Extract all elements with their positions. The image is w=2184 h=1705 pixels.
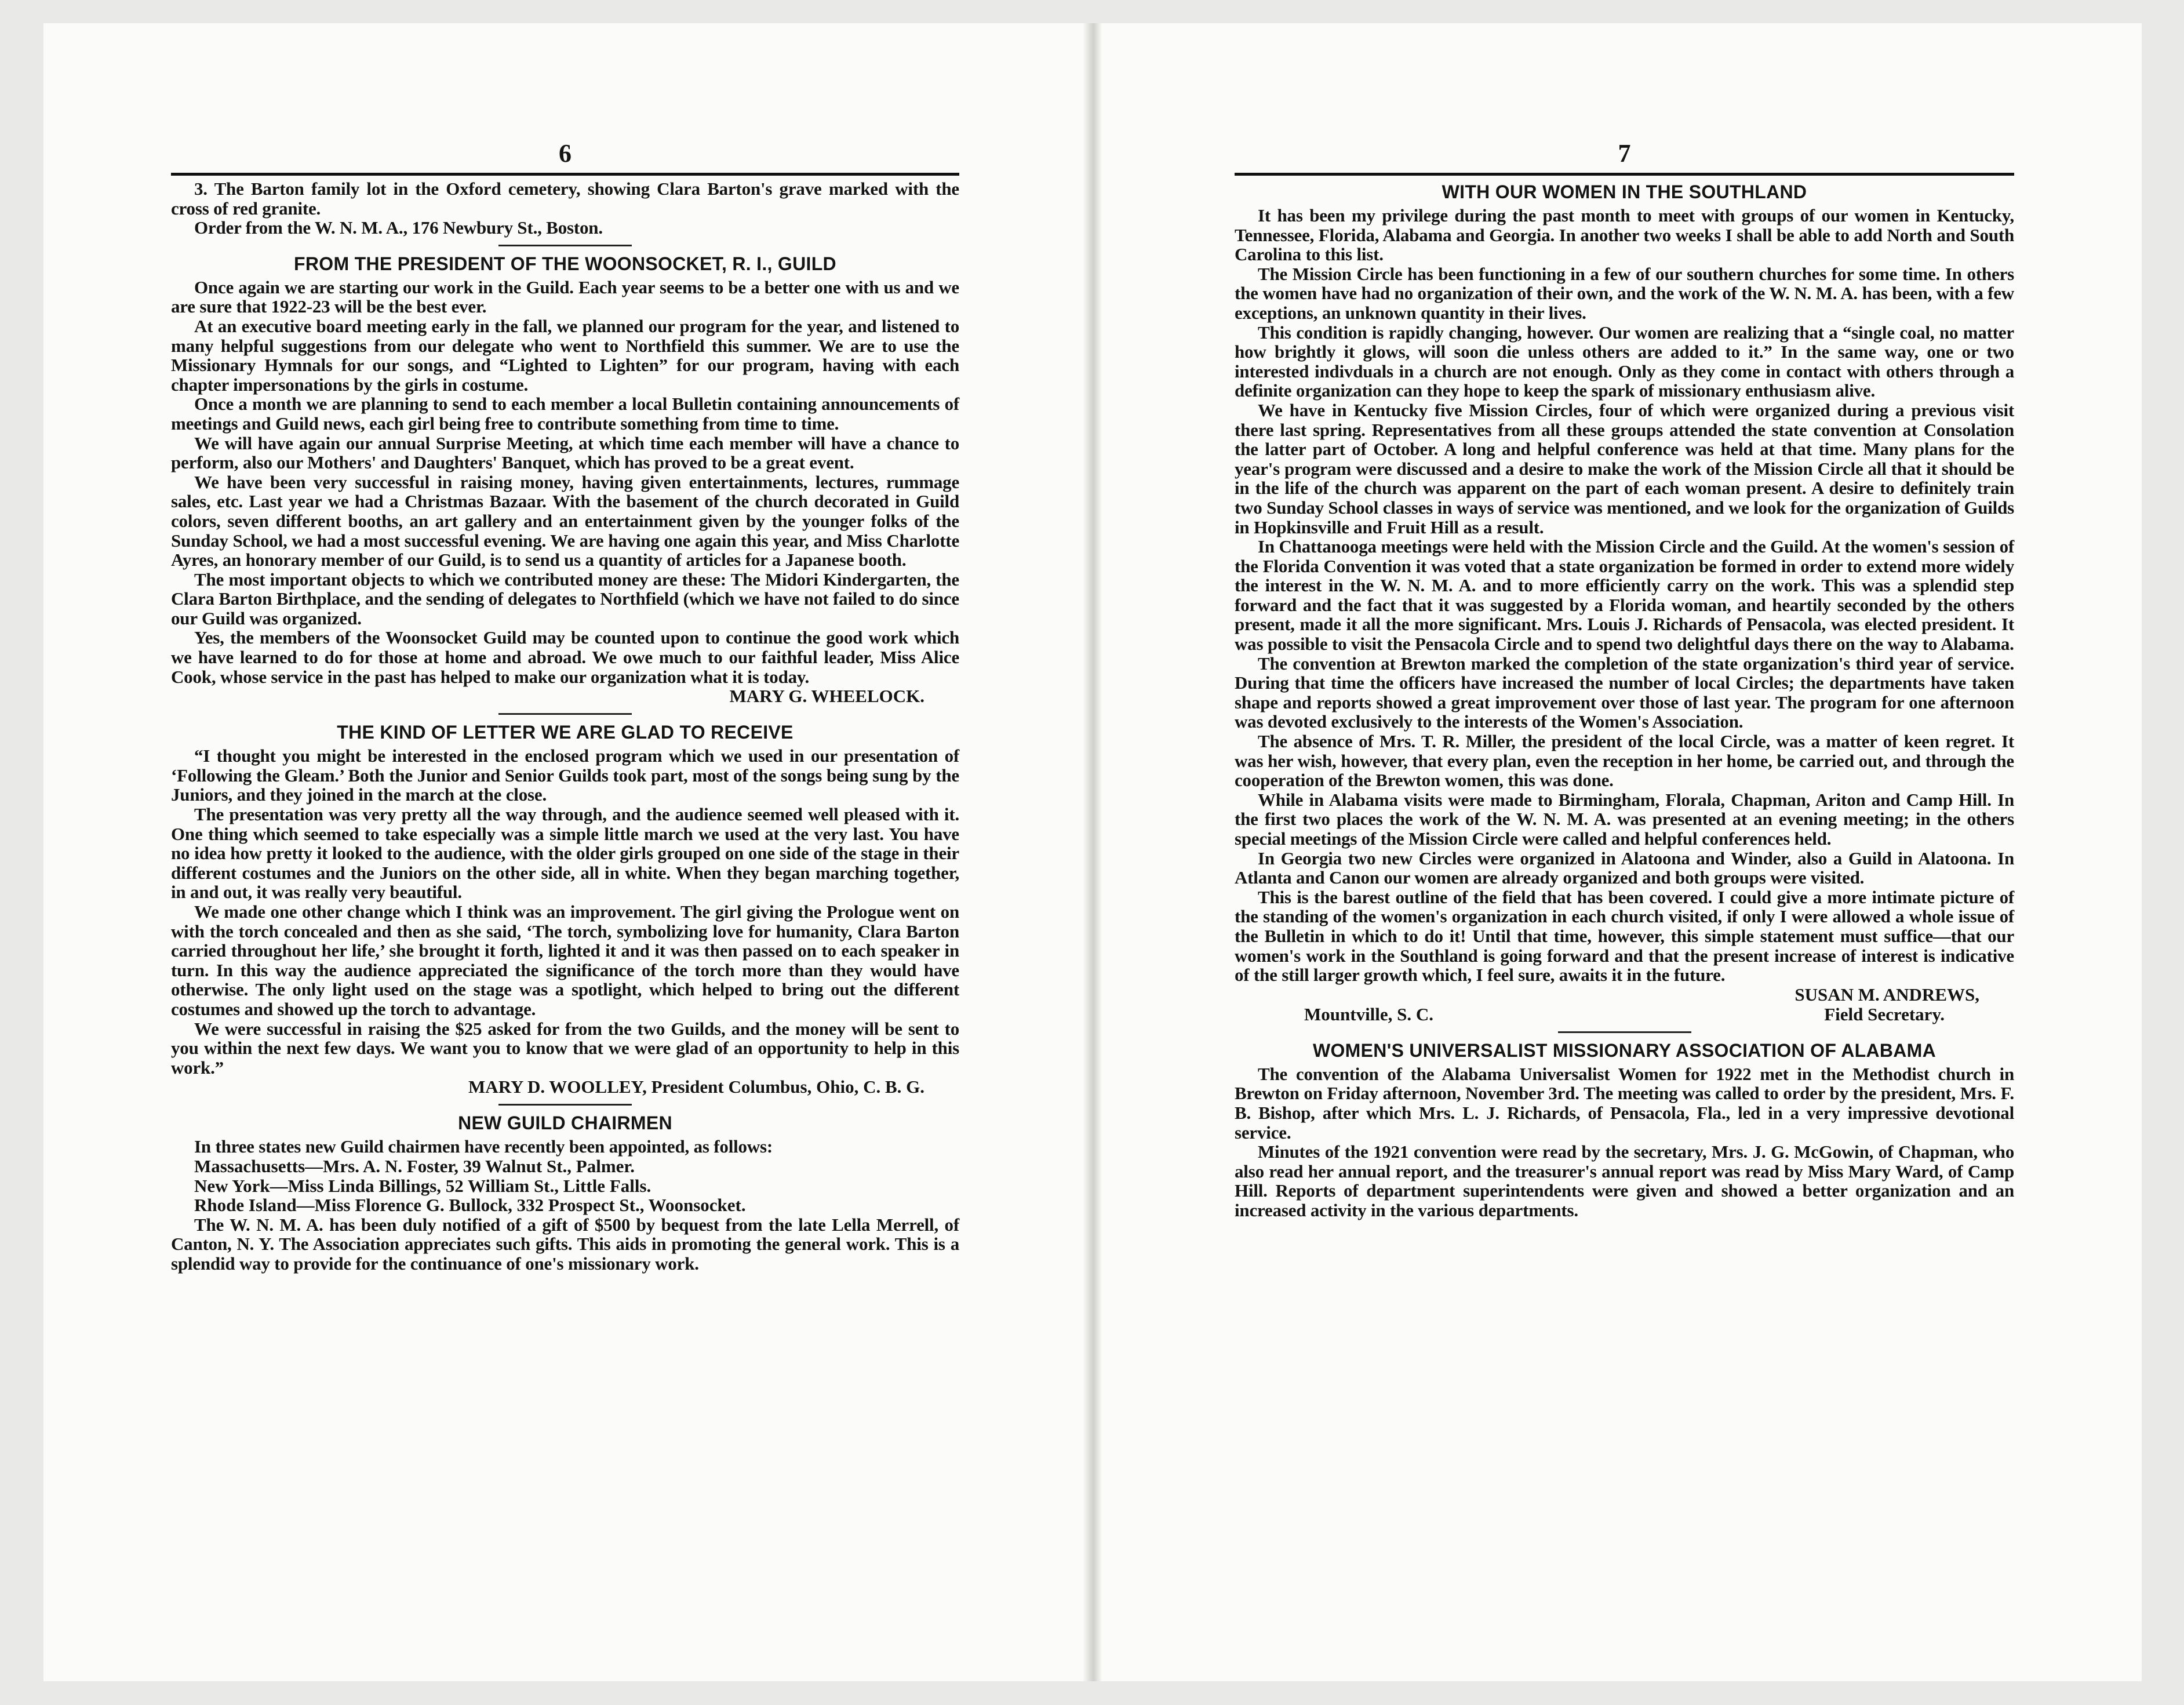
paragraph: The W. N. M. A. has been duly notified of a gift of $500 by bequest from the late Lella Merrell, of Canton, N. Y. The Association appreciates such gifts. This aids in promoting the general work. This is a splendid way to provide for the continuance of one's missionary work. [171, 1214, 959, 1274]
intro-item: 3. The Barton family lot in the Oxford cemetery, showing Clara Barton's grave marked with the cross of red granite. [171, 179, 959, 219]
signature-name: SUSAN M. ANDREWS, [1794, 984, 1979, 1005]
section-divider [498, 713, 632, 715]
paragraph: The convention at Brewton marked the completion of the state organization's third year of service. During that time the officers have increased the number of local Circles; the departments have taken shape and reports showed a great improvement over those of last year. The program for one afternoon was devoted exclusively to the interests of the Women's Association. [1235, 653, 2014, 732]
paragraph: This condition is rapidly changing, however. Our women are realizing that a “single coal, no matter how brightly it glows, will soon die unless others are added to it.” In the same way, one or two interested indivduals in a church are not enough. Only as they come in contact with others through a definite organization can they hope to keep the spark of missionary enthusiasm alive. [1235, 322, 2014, 401]
paragraph: The presentation was very pretty all the way through, and the audience seemed well pleased with it. One thing which seemed to take especially was a simple little march we used at the very last. You have no idea how pretty it looked to the audience, with the older girls grouped on one side of the stage in their different costumes and the Juniors on the other side, all in white. When they began marching together, in and out, it was really very beautiful. [171, 804, 959, 903]
paragraph: We made one other change which I think was an improvement. The girl giving the Prologue went on with the torch concealed and then as she said, ‘The torch, symbolizing love for humanity, Clara Barton carried throughout her life,’ she brought it forth, lighted it and it was then passed on to each speaker in turn. In this way the audience appreciated the significance of the torch more than they would have otherwise. The only light used on the stage was a spotlight, which helped to bring out the different costumes and showed up the torch to advantage. [171, 901, 959, 1019]
list-item: New York—Miss Linda Billings, 52 William St., Little Falls. [194, 1175, 651, 1196]
paragraph: The most important objects to which we contributed money are these: The Midori Kindergarten, the Clara Barton Birthplace, and the sending of delegates to Northfield (which we have not failed to do since our Guild was organized. [171, 569, 959, 628]
section-divider [1558, 1031, 1691, 1033]
paragraph: It has been my privilege during the past month to meet with groups of our women in Kentucky, Tennessee, Florida, Alabama and Georgia. In another two weeks I shall be able to add North and South Carolina to this list. [1235, 205, 2014, 265]
top-rule-left [171, 173, 959, 176]
section-divider [498, 1104, 632, 1106]
list-item: Massachusetts—Mrs. A. N. Foster, 39 Walnut St., Palmer. [194, 1155, 635, 1176]
paragraph: Once again we are starting our work in the Guild. Each year seems to be a better one with us and we are sure that 1922-23 will be the best ever. [171, 277, 959, 317]
signature: MARY G. WHEELOCK. [729, 686, 924, 707]
section-divider [498, 245, 632, 246]
signature-row [1235, 1005, 2014, 1024]
paragraph: While in Alabama visits were made to Birmingham, Florala, Chapman, Ariton and Camp Hill. In the first two places the work of the W. N. M. A. was presented at an evening meeting; in the others special meetings of the Mission Circle were called and helpful conferences held. [1235, 789, 2014, 849]
paragraph: The absence of Mrs. T. R. Miller, the president of the local Circle, was a matter of keen regret. It was her wish, however, that every plan, even the reception in her home, be carried out, and through the cooperation of the Brewton women, this was done. [1235, 731, 2014, 791]
order-line: Order from the W. N. M. A., 176 Newbury St., Boston. [194, 217, 603, 238]
section-heading: NEW GUILD CHAIRMEN [458, 1113, 672, 1134]
paragraph: At an executive board meeting early in the fall, we planned our program for the year, and listened to many helpful suggestions from our delegate who went to Northfield this summer. We are to use the Missionary Hymnals for our songs, and “Lighted to Lighten” for our program, having with each chapter impersonations by the girls in costume. [171, 315, 959, 395]
signature-place: Mountville, S. C. [1304, 1004, 1434, 1024]
signature-title: Field Secretary. [1824, 1004, 1945, 1024]
paragraph: The convention of the Alabama Universalist Women for 1922 met in the Methodist church in Brewton on Friday afternoon, November 3rd. The meeting was called to order by the president, Mrs. F. B. Bishop, after which Mrs. L. J. Richards, of Pensacola, Fla., led in a very impressive devotional service. [1235, 1063, 2014, 1143]
book-spine [1083, 23, 1102, 1681]
list-item: Rhode Island—Miss Florence G. Bullock, 332 Prospect St., Woonsocket. [194, 1195, 746, 1216]
paragraph: The Mission Circle has been functioning in a few of our southern churches for some time. In others the women have had no organization of their own, and the work of the W. N. M. A. has been, with a few exceptions, an unknown quantity in their lives. [1235, 263, 2014, 323]
right-column [1235, 139, 2014, 1220]
top-rule-right [1235, 173, 2014, 176]
section-heading: WOMEN'S UNIVERSALIST MISSIONARY ASSOCIATION OF ALABAMA [1312, 1039, 1937, 1061]
left-column [171, 139, 959, 1274]
section-heading: THE KIND OF LETTER WE ARE GLAD TO RECEIVE [337, 722, 793, 743]
paragraph: Once a month we are planning to send to each member a local Bulletin containing announcements of meetings and Guild news, each girl being free to contribute something from time to time. [171, 394, 959, 434]
paragraph: In Georgia two new Circles were organized in Alatoona and Winder, also a Guild in Alatoona. In Atlanta and Canon our women are already organized and both groups were visited. [1235, 848, 2014, 888]
paragraph: We have been very successful in raising money, having given entertainments, lectures, rummage sales, etc. Last year we had a Christmas Bazaar. With the basement of the church decorated in Guild colors, seven different booths, an art gallery and an entertainment given by the younger folks of the Sunday School, we had a most successful evening. We are having one again this year, and Miss Charlotte Ayres, an honorary member of our Guild, is to send us a quantity of articles for a Japanese booth. [171, 471, 959, 570]
paragraph: “I thought you might be interested in the enclosed program which we used in our presentation of ‘Following the Gleam.’ Both the Junior and Senior Guilds took part, most of the songs being sung by the Juniors, and they joined in the march at the close. [171, 746, 959, 805]
section-heading: WITH OUR WOMEN IN THE SOUTHLAND [1442, 181, 1807, 202]
paragraph: We will have again our annual Surprise Meeting, at which time each member will have a chance to perform, also our Mothers' and Daughters' Banquet, which has proved to be a great event. [171, 432, 959, 473]
page-number-right: 7 [1618, 139, 1631, 168]
paragraph: Yes, the members of the Woonsocket Guild may be counted upon to continue the good work which we have learned to do for those at home and abroad. We owe much to our faithful leader, Miss Alice Cook, whose service in the past has helped to make our organization what it is today. [171, 627, 959, 687]
page-number-left: 6 [559, 139, 572, 168]
paragraph: In Chattanooga meetings were held with the Mission Circle and the Guild. At the women's session of the Florida Convention it was voted that a state organization be formed in order to extend more widely the interest in the W. N. M. A. and to more efficiently carry on the work. This was a splendid step forward and the fact that it was suggested by a Florida woman, and heartily seconded by the others present, made it all the more significant. Mrs. Louis J. Richards of Pensacola, was elected president. It was possible to visit the Pensacola Circle and to spend two delightful days there on the way to Alabama. [1235, 536, 2014, 655]
signature: MARY D. WOOLLEY, President Columbus, Ohio, C. B. G. [468, 1077, 924, 1097]
paragraph: In three states new Guild chairmen have recently been appointed, as follows: [194, 1136, 773, 1157]
paragraph: We were successful in raising the $25 asked for from the two Guilds, and the money will be sent to you within the next few days. We want you to know that we were glad of an opportunity to help in this work.” [171, 1018, 959, 1078]
paragraph: This is the barest outline of the field that has been covered. I could give a more intimate picture of the standing of the women's organization in each church visited, if only I were allowed a whole issue of the Bulletin in which to do it! Until that time, however, this simple statement must suffice—that our women's work in the Southland is going forward and that the present increase of interest is indicative of the still larger growth which, I feel sure, awaits it in the future. [1235, 886, 2014, 986]
paragraph: Minutes of the 1921 convention were read by the secretary, Mrs. J. G. McGowin, of Chapman, who also read her annual report, and the treasurer's annual report was read by Miss Mary Ward, of Camp Hill. Reports of department superintendents were given and showed a better organization and an increased activity in the various departments. [1235, 1141, 2014, 1220]
paragraph: We have in Kentucky five Mission Circles, four of which were organized during a previous visit there last spring. Representatives from all these groups attended the state convention at Consolation the latter part of October. A long and helpful conference was held at that time. Many plans for the year's program were discussed and a desire to make the work of the Mission Circle all that it should be in the life of the church was apparent on the part of each woman present. A desire to definitely train two Sunday School classes in ways of service was mentioned, and we look for the organization of Guilds in Hopkinsville and Fruit Hill as a result. [1235, 399, 2014, 537]
section-heading: FROM THE PRESIDENT OF THE WOONSOCKET, R. I., GUILD [294, 253, 836, 274]
